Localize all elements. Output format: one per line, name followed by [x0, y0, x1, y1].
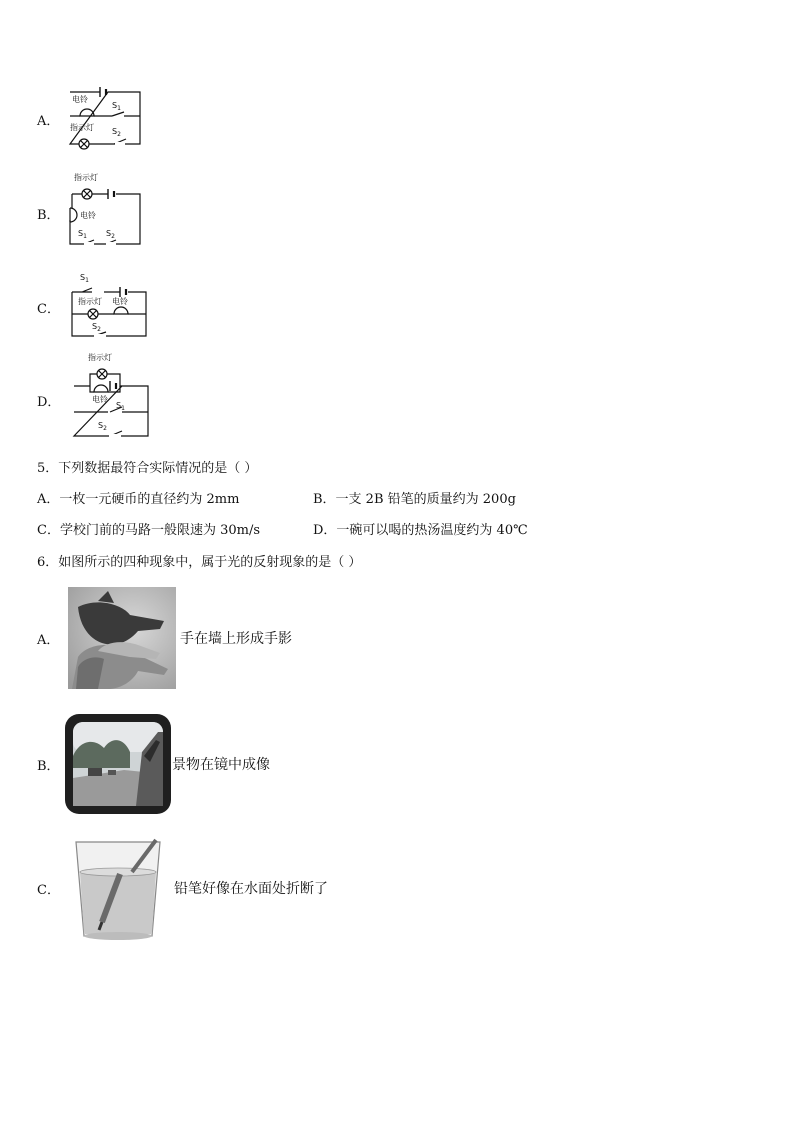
question-6-stem: 6．如图所示的四种现象中，属于光的反射现象的是（ ） — [37, 555, 362, 570]
bell-label: 电铃 — [80, 211, 96, 220]
q5-option-b[interactable]: B．一支 2B 铅笔的质量约为 200g — [313, 492, 516, 507]
q6-option-a-caption: 手在墙上形成手影 — [180, 631, 292, 647]
svg-text:S2: $S_2$ — [112, 127, 121, 138]
bell-label: 电铃 — [72, 95, 88, 104]
circuit-diagram-d — [64, 350, 154, 444]
bell-label: 电铃 — [92, 395, 108, 404]
option-b-letter[interactable]: B． — [37, 208, 60, 223]
lamp-label: 指示灯 — [88, 353, 112, 362]
q6-option-b-letter[interactable]: B． — [37, 759, 60, 774]
svg-text:S1: $S_1$ — [116, 401, 125, 412]
q5-option-d[interactable]: D．一碗可以喝的热汤温度约为 40℃ — [313, 523, 528, 538]
svg-text:S2: $S_2$ — [98, 421, 107, 432]
circuit-diagram-a — [62, 82, 146, 152]
svg-text:S2: $S_2$ — [106, 229, 115, 240]
svg-text:S1: $S_1$ — [112, 101, 121, 112]
q6-option-c-caption: 铅笔好像在水面处折断了 — [174, 881, 328, 897]
hand-shadow-photo — [68, 587, 176, 693]
bell-label: 电铃 — [112, 297, 128, 306]
svg-text:S2: $S_2$ — [92, 322, 101, 333]
q5-option-c[interactable]: C．学校门前的马路一般限速为 30m/s — [37, 523, 260, 538]
option-a-letter[interactable]: A． — [37, 114, 60, 129]
lamp-label: 指示灯 — [78, 297, 102, 306]
circuit-diagram-c — [64, 268, 150, 342]
lamp-label: 指示灯 — [74, 173, 98, 182]
option-c-letter[interactable]: C． — [37, 302, 60, 317]
mirror-reflection-photo — [64, 712, 172, 820]
question-5-stem: 5．下列数据最符合实际情况的是（ ） — [37, 461, 258, 476]
q6-option-b-caption: 景物在镜中成像 — [172, 757, 270, 773]
svg-text:S1: $S_1$ — [80, 273, 89, 284]
circuit-diagram-b — [62, 168, 146, 248]
svg-text:S1: $S_1$ — [78, 229, 87, 240]
lamp-label: 指示灯 — [70, 123, 94, 132]
pencil-in-water-photo — [68, 838, 168, 946]
option-d-letter[interactable]: D． — [37, 395, 61, 410]
q5-option-a[interactable]: A．一枚一元硬币的直径约为 2mm — [37, 492, 240, 507]
q6-option-a-letter[interactable]: A． — [37, 633, 60, 648]
q6-option-c-letter[interactable]: C． — [37, 883, 60, 898]
